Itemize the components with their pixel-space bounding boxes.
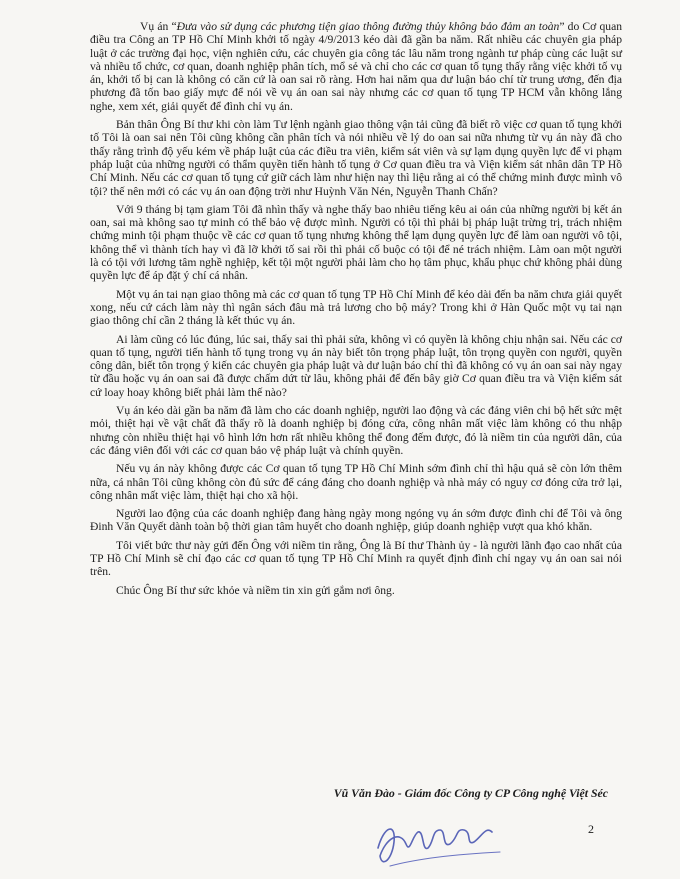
handwritten-signature [370,808,520,878]
body-paragraph: Ai làm cũng có lúc đúng, lúc sai, thấy sai thì phải sửa, không vì có quyền là không chịu nhận sai. Nếu các cơ quan tố tụng, người tiến hành tố tụng trong vụ án này biết tôn trọng pháp luật, tôn trọng quyền con người, quyền công dân, biết tôn trọng ý kiến các chuyên gia pháp luật và dư luận báo chí thì đã không có vụ án oan sai này ngay từ đầu hoặc vụ án oan sai đã được chấm dứt từ lâu, không phải để đến bây giờ Cơ quan điều tra và Viện kiểm sát cứ loay hoay không biết phải làm thế nào? [90,332,622,399]
case-name-quote: Đưa vào sử dụng các phương tiện giao thông đường thủy không bảo đảm an toàn [176,20,560,33]
body-paragraph: Nếu vụ án này không được các Cơ quan tố tụng TP Hồ Chí Minh sớm đình chỉ thì hậu quả sẽ còn lớn thêm nữa, cá nhân Tôi cũng không còn đủ sức để cáng đáng cho doanh nghiệp và nhà máy có nguy cơ đóng cửa trở lại, công nhân mất việc làm, thiệt hại cho xã hội. [90,462,622,502]
opening-text-start: Vụ án “ [140,20,177,33]
body-paragraph: Tôi viết bức thư này gửi đến Ông với niềm tin rằng, Ông là Bí thư Thành ủy - là người lãnh đạo cao nhất của TP Hồ Chí Minh sẽ chỉ đạo các cơ quan tố tụng TP Hồ Chí Minh ra quyết định đình chỉ ngay vụ án oan sai nói trên. [90,538,622,579]
body-paragraph: Người lao động của các doanh nghiệp đang hàng ngày mong ngóng vụ án sớm được đình chỉ để Tôi và ông Đinh Văn Quyết dành toàn bộ thời gian tâm huyết cho doanh nghiệp, giúp doanh nghiệp vượt qua khó khăn. [90,507,622,534]
body-paragraph: Vụ án kéo dài gần ba năm đã làm cho các doanh nghiệp, người lao động và các đảng viên chi bộ hết sức mệt mỏi, thiệt hại về vật chất đã thấy rõ là doanh nghiệp bị đóng cửa, công nhân mất việc làm không có thu nhập nhưng còn nhiều thiệt hại vô hình lớn hơn rất nhiều không thể đong đếm được, đó là niềm tin của người dân, của các đảng viên đối với các cơ quan bảo vệ pháp luật và chính quyền. [90,404,622,457]
page-number: 2 [588,822,594,836]
body-paragraph: Bản thân Ông Bí thư khi còn làm Tư lệnh ngành giao thông vận tải cũng đã biết rõ việc cơ quan tố tụng khởi tố Tôi là oan sai nên Tôi cũng không cần phân tích và nói nhiều về lý do oan sai nữa nhưng từ vụ án này đã cho thấy rằng trình độ yếu kém về pháp luật của các điều tra viên, kiểm sát viên và sự lạm dụng quyền lực để vi phạm pháp luật của những người có thẩm quyền tiến hành tố tụng ở Cơ quan điều tra và Viện kiểm sát nhân dân TP Hồ Chí Minh. Nếu các cơ quan tố tụng cứ giữ cách làm như hiện nay thì liệu rằng ai có thể chứng minh được mình vô tội? thế nên mới có các vụ án oan động trời như Huỳnh Văn Nén, Nguyễn Thanh Chấn? [90,118,622,198]
closing-line: Chúc Ông Bí thư sức khỏe và niềm tin xin gửi gắm nơi ông. [116,583,395,597]
body-paragraph: Một vụ án tai nạn giao thông mà các cơ quan tố tụng TP Hồ Chí Minh để kéo dài đến ba năm chưa giải quyết xong, nếu cứ cách làm này thì ngân sách đâu mà trả lương cho bộ máy? Trong khi ở Hàn Quốc một vụ tai nạn giao thông chỉ cần 2 tháng là kết thúc vụ án. [90,287,623,328]
body-paragraph: Với 9 tháng bị tạm giam Tôi đã nhìn thấy và nghe thấy bao nhiêu tiếng kêu ai oán của những người bị kết án oan, sai mà không sao tự minh có thể bảo vệ được mình. Người có tội thì phải bị pháp luật trừng trị, trách nhiệm chứng minh tội phạm thuộc về các cơ quan tố tụng nhưng không thể lạm dụng quyền lực để làm oan người vô tội, không thể vì thành tích hay vì đã lỡ khởi tố sai rồi thì phải cố buộc có tội để né trách nhiệm. Làm oan một người là có tội với lương tâm nghề nghiệp, kết tội một người phải làm cho họ tâm phục, khẩu phục chứ không phải dùng quyền lực để áp đặt ý chí cá nhân. [90,202,622,283]
opening-paragraph [90,20,622,113]
opening-text-rest: ” do Cơ quan điều tra Công an TP Hồ Chí Minh khởi tố ngày 4/9/2013 kéo dài đã gần ba năm. Rất nhiều các chuyên gia pháp luật ở các trường đại học, viện nghiên cứu, các chuyên gia công tác lâu năm trong ngành tư pháp cùng các luật sư và nhiều tổ chức, cơ quan, doanh nghiệp phân tích, mổ sẻ và chỉ cho các cơ quan tố tụng thấy rằng việc khởi tố vụ án, khởi tố bị can là không có căn cứ là oan sai rõ ràng. Hơn hai năm qua dư luận báo chí từ trung ương, đến địa phương đã tốn bao giấy mực để nói về vụ án oan sai này nhưng các cơ quan tố tụng TP HCM vẫn không lắng nghe, xem xét, giải quyết để đình chỉ vụ án. [90,20,623,113]
signature-line: Vũ Văn Đào - Giám đốc Công ty CP Công nghệ Việt Séc [333,786,608,800]
